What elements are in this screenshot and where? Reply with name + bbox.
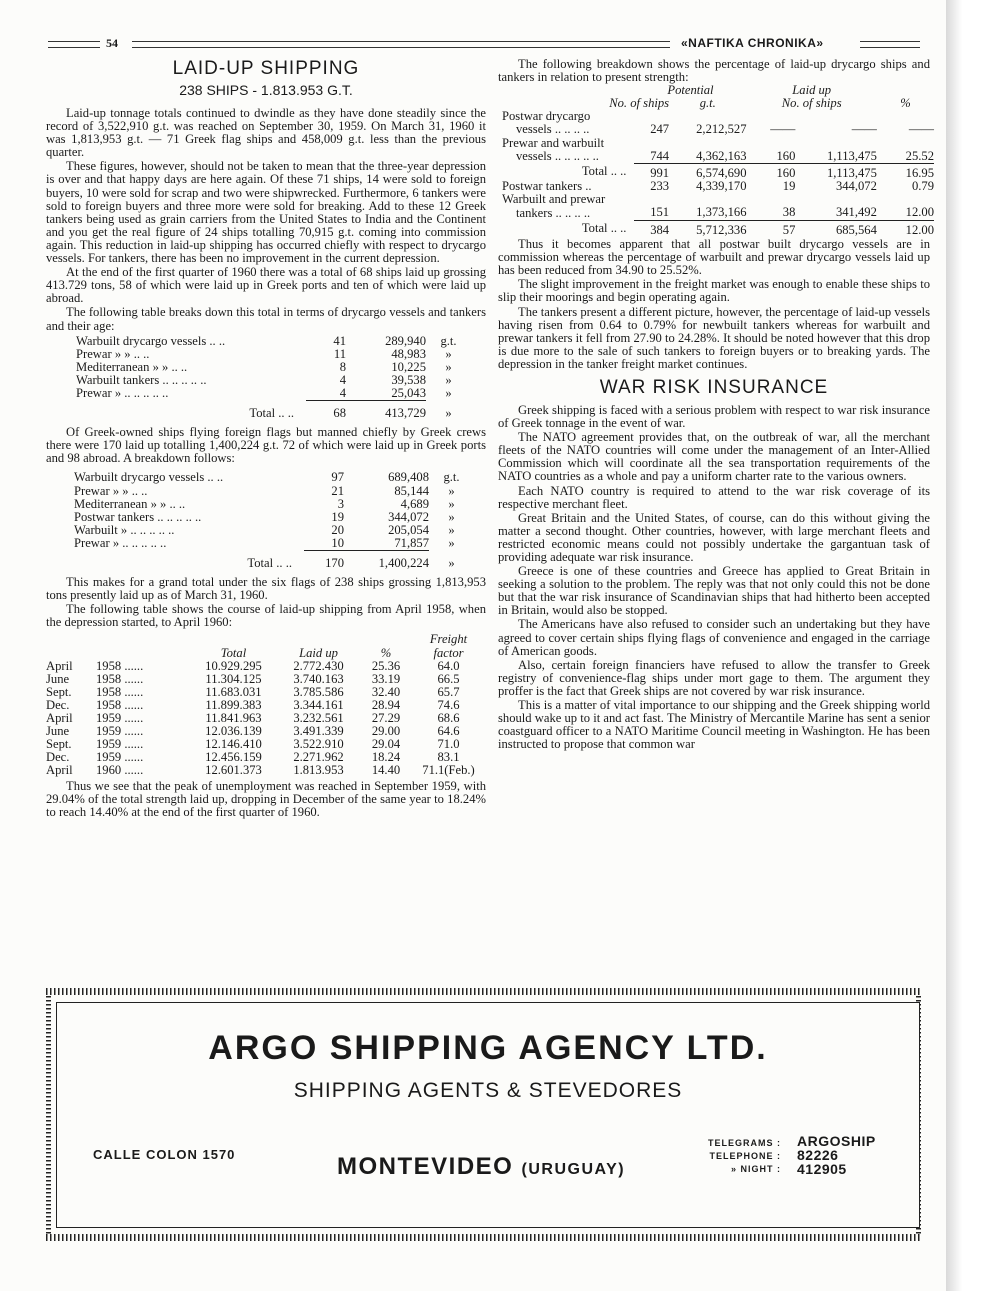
table-row — [502, 123, 934, 136]
article-subtitle: 238 SHIPS - 1.813.953 G.T. — [179, 82, 353, 98]
ad-city-name: MONTEVIDEO — [337, 1153, 514, 1180]
row-total: 12.036.139 — [205, 724, 262, 739]
table-row — [74, 471, 474, 484]
row-ships: 991 — [634, 163, 669, 180]
row-year: 1958 ...... — [96, 684, 144, 699]
row-percent: 29.00 — [371, 724, 401, 739]
row-label: tankers .. .. .. .. — [516, 205, 591, 220]
row-total: 12.601.373 — [205, 763, 262, 778]
row-laidup: 3.344.161 — [293, 697, 344, 712]
laidup-header: Laid up — [792, 83, 832, 98]
row-label: Warbuilt tankers .. .. .. .. .. — [76, 372, 207, 387]
row-ships: 151 — [650, 205, 670, 220]
row-year: 1959 ...... — [96, 737, 144, 752]
scan-edge-shadow — [946, 0, 1000, 1291]
row-total: 12.456.159 — [205, 750, 262, 765]
row-percent: 33.19 — [371, 671, 401, 686]
row-label: Prewar » » .. .. — [74, 483, 148, 498]
table-row — [502, 150, 934, 164]
row-month: June — [46, 671, 70, 686]
row-factor: 71.0 — [437, 737, 460, 752]
table-row — [76, 361, 471, 374]
paragraph: The tankers present a different picture, however, the percentage of laid-up vessels having risen from 0.64 to 0.79% for newbuilt tankers whereas for warbuilt and prewar tankers it fell from 27.90 to 24.28%. It should be noted however that this drop is due more to the sale of such tankers to foreign buyers or to breaking yards. The depression in the tanker freight market continues. — [498, 304, 930, 371]
row-laid-ships: 57 — [747, 220, 796, 237]
total-header: Total — [220, 645, 247, 660]
row-gt: 25,043 — [391, 385, 426, 400]
paragraph: Also, certain foreign financiers have refused to allow the transfer to Greek registry of convenience-flag ships under mort gage to them. The argument they proffer is the fact that Greek ships are not covered by war risk insurance. — [498, 657, 930, 698]
row-label: Warbuilt drycargo vessels .. .. — [74, 470, 224, 485]
row-percent: 25.52 — [905, 148, 934, 163]
row-laidup: 3.232.561 — [293, 711, 344, 726]
row-label: Total .. .. — [581, 220, 627, 235]
row-total: 11.841.963 — [205, 711, 262, 726]
row-laid-gt: 685,564 — [795, 220, 877, 237]
row-ships: 744 — [650, 148, 670, 163]
row-unit: » — [445, 346, 452, 361]
section-title: WAR RISK INSURANCE — [599, 376, 829, 398]
table-header-row — [46, 647, 486, 660]
laidup-course-table — [46, 633, 486, 777]
row-percent — [877, 137, 934, 150]
ad-border-bottom — [46, 1234, 922, 1241]
row-ships: 8 — [339, 359, 346, 374]
row-percent: 28.94 — [371, 697, 401, 712]
paragraph: Greek shipping is faced with a serious problem with respect to war risk insurance of Greek tonnage in the event of war. — [498, 402, 930, 431]
row-percent: 18.24 — [371, 750, 401, 765]
row-unit: » — [448, 536, 455, 551]
paragraph: Thus we see that the peak of unemployment was reached in September 1959, with 29.04% of the total strength laid up, dropping in December of the same year to 18.24% to reach 14.40% at the end of the first quarter of 1960. — [46, 778, 486, 819]
table-row — [74, 511, 474, 524]
row-year: 1959 ...... — [96, 750, 144, 765]
greek-flag-laidup-table — [76, 335, 471, 421]
telephone-value: 82226 — [797, 1147, 839, 1163]
row-laid-ships: 160 — [776, 148, 796, 163]
row-gt: 71,857 — [394, 535, 429, 550]
row-label: Mediterranean » » .. .. — [74, 496, 186, 511]
row-laid-ships — [747, 137, 796, 150]
total-gt: 1,400,224 — [344, 551, 429, 571]
header-rule-right — [860, 41, 920, 48]
row-gt: 4,339,170 — [696, 179, 747, 194]
row-month: April — [46, 763, 73, 778]
row-laidup: 2.772.430 — [293, 658, 344, 673]
row-laid-ships: —— — [770, 122, 796, 137]
row-unit: » — [448, 509, 455, 524]
row-percent: 0.79 — [911, 179, 934, 194]
row-ships: 11 — [333, 346, 346, 361]
row-factor: 64.6 — [437, 724, 460, 739]
paragraph: These figures, however, should not be taken to mean that the three-year depression is over and that happy days are here again. Of these 71 ships, 14 were sold to foreign buyers, 10 were sold for scrap and two were shipwrecked. Furthermore, 6 tankers were sold to foreign buyers and three more were sold for breaking. Add to these 12 Greek tankers being used as grain carriers from the United States to India and the Continent and you get the real figure of 24 ships totalling 70,915 g.t. coming into commission again. This reduction in laid-up shipping has occurred chiefly with respect to drycargo vessels. For tankers, there has been no improvement in the current depression. — [46, 159, 486, 266]
row-total: 11.899.383 — [205, 697, 262, 712]
row-label: vessels .. .. .. .. — [516, 122, 590, 137]
row-unit: g.t. — [443, 470, 460, 485]
row-month: Dec. — [46, 750, 70, 765]
total-unit: » — [448, 555, 455, 570]
row-ships: 4 — [339, 385, 346, 400]
row-label: Postwar drycargo — [502, 109, 591, 124]
row-laid-gt: 341,492 — [835, 205, 877, 220]
row-laid-gt: —— — [851, 122, 877, 137]
laidup-header: Laid up — [299, 645, 338, 660]
row-year: 1958 ...... — [96, 658, 144, 673]
table-row — [46, 673, 486, 686]
row-percent: 32.40 — [371, 684, 401, 699]
table-header-row — [502, 84, 934, 97]
row-factor: 64.0 — [437, 658, 460, 673]
table-row — [76, 387, 471, 401]
row-unit: » — [448, 483, 455, 498]
paragraph: The following breakdown shows the percentage of laid-up drycargo ships and tankers in relation to present strength: — [498, 57, 930, 85]
telegrams-value: ARGOSHIP — [797, 1133, 876, 1149]
ad-address: CALLE COLON 1570 — [93, 1147, 236, 1162]
row-month: April — [46, 658, 73, 673]
row-unit: g.t. — [440, 333, 457, 348]
row-gt: 2,212,527 — [696, 122, 747, 137]
page-number: 54 — [106, 36, 118, 50]
row-gt: 10,225 — [391, 359, 426, 374]
row-gt: 4,362,163 — [696, 148, 747, 163]
total-label: Total .. .. — [247, 555, 292, 570]
ad-contact-labels — [697, 1137, 781, 1176]
table-row — [74, 498, 474, 511]
row-gt: 1,373,166 — [696, 205, 747, 220]
row-factor: 66.5 — [437, 671, 460, 686]
article-title: LAID-UP SHIPPING — [172, 58, 360, 79]
row-ships: 21 — [331, 483, 344, 498]
freight-header: Freight — [429, 632, 468, 647]
row-percent: 14.40 — [371, 763, 401, 778]
laid-ships-header: No. of ships — [781, 96, 842, 111]
table-row — [502, 220, 934, 237]
row-unit: » — [445, 359, 452, 374]
paragraph: Greece is one of these countries and Greece has applied to Great Britain in seeking a solution to the problem. The reply was that not only could this not be done but that the war risk insurance of Scandinavian ships that had hitherto been accepted in Britain, would also be stopped. — [498, 564, 930, 618]
total-ships: 170 — [304, 551, 344, 571]
row-gt: 4,689 — [400, 496, 429, 511]
telephone-label: TELEPHONE : — [709, 1151, 781, 1161]
row-gt: 289,940 — [385, 333, 426, 348]
paragraph: This makes for a grand total under the six flags of 238 ships grossing 1,813,953 tons presently laid up as of March 31, 1960. — [46, 575, 486, 603]
row-ships: 384 — [634, 220, 669, 237]
row-label: Warbuilt drycargo vessels .. .. — [76, 333, 226, 348]
row-laidup: 1.813.953 — [293, 763, 344, 778]
ad-company-name: ARGO SHIPPING AGENCY LTD. — [208, 1029, 768, 1067]
row-laidup: 3.522.910 — [293, 737, 344, 752]
row-percent: —— — [908, 122, 934, 137]
paragraph: Each NATO country is required to attend to the war risk coverage of its respective merchant fleet. — [498, 483, 930, 511]
ad-border-top — [46, 988, 922, 995]
total-ships: 68 — [306, 401, 346, 421]
row-month: April — [46, 711, 73, 726]
total-label: Total .. .. — [249, 405, 294, 420]
row-label: Total .. .. — [581, 164, 627, 179]
row-ships: 10 — [331, 535, 344, 550]
journal-title: «NAFTIKA CHRONIKA» — [681, 36, 824, 50]
row-total: 11.304.125 — [205, 671, 262, 686]
row-gt: 6,574,690 — [669, 163, 746, 180]
row-percent: 12.00 — [905, 205, 934, 220]
row-label: Prewar » .. .. .. .. .. — [74, 536, 167, 551]
row-laid-gt: 1,113,475 — [795, 163, 877, 180]
table-row — [74, 524, 474, 537]
row-ships: 41 — [333, 333, 346, 348]
row-ships: 233 — [650, 179, 670, 194]
advertisement — [56, 1002, 920, 1228]
row-factor: 83.1 — [437, 750, 460, 765]
ships-header: No. of ships — [609, 96, 670, 111]
row-year: 1959 ...... — [96, 711, 144, 726]
row-gt: 205,054 — [388, 522, 429, 537]
row-ships: 3 — [337, 496, 344, 511]
row-gt: 39,538 — [391, 372, 426, 387]
foreign-flag-laidup-table — [74, 471, 474, 570]
table-row — [76, 374, 471, 387]
percent-header: % — [380, 645, 392, 660]
row-label: vessels .. .. .. .. .. — [516, 148, 599, 163]
row-percent: 25.36 — [371, 658, 401, 673]
table-row — [46, 764, 486, 777]
row-label: Warbuilt and prewar — [502, 192, 606, 207]
strength-percentage-table — [502, 84, 934, 237]
paragraph: Great Britain and the United States, of course, can do this without giving the matter a second thought. Other countries, however, with large merchant fleets and restricted economic means could not possibly undertake the gargantuan task of providing adequate war risk insurance. — [498, 510, 930, 564]
paragraph: This is a matter of vital importance to our shipping and the Greek shipping world should wake up to it and act fast. The Ministry of Mercantile Marine has sent a senior coastguard officer to a NATO Maritime Council meeting in Washington. He has been instructed to propose that common war — [498, 698, 930, 752]
row-ships: 20 — [331, 522, 344, 537]
row-factor: 71.1(Feb.) — [422, 763, 475, 778]
telegrams-label: TELEGRAMS : — [708, 1138, 781, 1148]
ad-city — [337, 1153, 625, 1181]
row-gt: 85,144 — [394, 483, 429, 498]
row-percent: 16.95 — [877, 163, 934, 180]
row-gt — [669, 137, 746, 150]
row-laidup: 3.785.586 — [293, 684, 344, 699]
row-percent: 27.29 — [371, 711, 401, 726]
row-laid-gt — [795, 137, 877, 150]
row-month: Dec. — [46, 697, 70, 712]
ad-border-left — [46, 996, 51, 1234]
row-laid-gt: 344,072 — [835, 179, 877, 194]
paragraph: The following table shows the course of laid-up shipping from April 1958, when the depression started, to April 1960: — [46, 602, 486, 630]
table-row — [502, 206, 934, 220]
row-gt: 689,408 — [388, 470, 429, 485]
row-month: Sept. — [46, 684, 72, 699]
row-label: Prewar and warbuilt — [502, 135, 605, 150]
total-gt: 413,729 — [346, 401, 426, 421]
table-row — [76, 348, 471, 361]
row-total: 10.929.295 — [205, 658, 262, 673]
paragraph: At the end of the first quarter of 1960 there was a total of 68 ships laid up grossing 413.729 tons, 58 of which were laid up in Greek ports and ten of which were laid up abroad. — [46, 265, 486, 306]
header-rule-left — [48, 41, 100, 48]
row-year: 1958 ...... — [96, 671, 144, 686]
row-total: 11.683.031 — [205, 684, 262, 699]
row-total: 12.146.410 — [205, 737, 262, 752]
row-ships: 97 — [331, 470, 344, 485]
table-header-row — [46, 633, 486, 646]
row-ships: 19 — [331, 509, 344, 524]
table-total-row — [76, 401, 471, 421]
left-column — [46, 58, 486, 819]
paragraph: The following table breaks down this total in terms of drycargo vessels and tankers and their age: — [46, 305, 486, 333]
row-laid-ships: 160 — [747, 163, 796, 180]
paragraph: The slight improvement in the freight market was enough to enable these ships to slip their moorings and begin operating again. — [498, 277, 930, 305]
row-factor: 65.7 — [437, 684, 460, 699]
factor-header: factor — [433, 645, 464, 660]
row-year: 1958 ...... — [96, 697, 144, 712]
row-month: Sept. — [46, 737, 72, 752]
row-label: Mediterranean » » .. .. — [76, 359, 188, 374]
gt-header: g.t. — [699, 96, 716, 111]
row-factor: 74.6 — [437, 697, 460, 712]
row-label: Postwar tankers .. .. .. .. .. — [74, 509, 202, 524]
row-percent: 12.00 — [877, 220, 934, 237]
ad-contact-values — [797, 1134, 876, 1176]
row-year: 1960 ...... — [96, 763, 144, 778]
page-header — [48, 36, 920, 52]
table-total-row — [74, 551, 474, 571]
row-laid-ships: 38 — [782, 205, 796, 220]
right-column — [498, 57, 934, 752]
row-year: 1959 ...... — [96, 724, 144, 739]
total-unit: » — [445, 405, 452, 420]
row-percent: 29.04 — [371, 737, 401, 752]
table-row — [502, 137, 934, 150]
table-row — [74, 537, 474, 551]
ad-tagline: SHIPPING AGENTS & STEVEDORES — [293, 1079, 683, 1102]
row-unit: » — [448, 496, 455, 511]
paragraph: The NATO agreement provides that, on the outbreak of war, all the merchant fleets of the NATO countries will come under the management of an Inter-Allied Commission which will coordinate all the sea transportation requirements of the NATO countries as a whole and pay a uniform charter rate to the various owners. — [498, 430, 930, 484]
row-label: Prewar » » .. .. — [76, 346, 150, 361]
row-laidup: 3.740.163 — [293, 671, 344, 686]
table-row — [76, 335, 471, 348]
row-gt: 5,712,336 — [669, 220, 746, 237]
row-month: June — [46, 724, 70, 739]
table-row — [502, 163, 934, 180]
paragraph: Laid-up tonnage totals continued to dwindle as they have done steadily since the record of 3,522,910 g.t. was reached on September 30, 1959. On March 31, 1960 it was 1,813,953 g.t. — 71 Greek flag ships and 458,009 g.t. less than the previous quarter. — [46, 106, 486, 160]
row-label: Postwar tankers .. — [502, 179, 592, 194]
table-row — [74, 485, 474, 498]
percent-header: % — [900, 96, 911, 111]
row-laid-gt: 1,113,475 — [826, 148, 877, 163]
row-laidup: 3.491.339 — [293, 724, 344, 739]
night-label: » NIGHT : — [730, 1164, 781, 1174]
ad-country: (URUGUAY) — [521, 1161, 626, 1178]
row-factor: 68.6 — [437, 711, 460, 726]
row-unit: » — [448, 522, 455, 537]
row-laidup: 2.271.962 — [293, 750, 344, 765]
row-unit: » — [445, 372, 452, 387]
row-label: Prewar » .. .. .. .. .. — [76, 386, 169, 401]
row-laid-ships: 19 — [782, 179, 796, 194]
table-row — [46, 660, 486, 673]
row-gt: 48,983 — [391, 346, 426, 361]
paragraph: Thus it becomes apparent that all postwar built drycargo vessels are in commission whereas the percentage of warbuilt and prewar drycargo vessels laid up has been reduced from 34.90 to 25.52%. — [498, 237, 930, 278]
row-label: Warbuilt » .. .. .. .. .. — [74, 522, 175, 537]
potential-header: Potential — [667, 83, 714, 98]
row-unit: » — [445, 386, 452, 401]
night-value: 412905 — [797, 1161, 847, 1177]
header-rule-middle — [132, 41, 670, 48]
row-ships: 4 — [339, 372, 346, 387]
row-gt: 344,072 — [388, 509, 429, 524]
row-ships: 247 — [650, 122, 670, 137]
paragraph: Of Greek-owned ships flying foreign flags but manned chiefly by Greek crews there were 170 laid up totalling 1,400,224 g.t. 72 of which were laid up in Greek ports and 98 abroad. A breakdown follows: — [46, 425, 486, 466]
row-ships — [634, 137, 669, 150]
paragraph: The Americans have also refused to consider such an undertaking but they have agreed to cover certain ships flying flags of convenience and engaged in the carriage of American goods. — [498, 617, 930, 658]
table-row — [46, 686, 486, 699]
